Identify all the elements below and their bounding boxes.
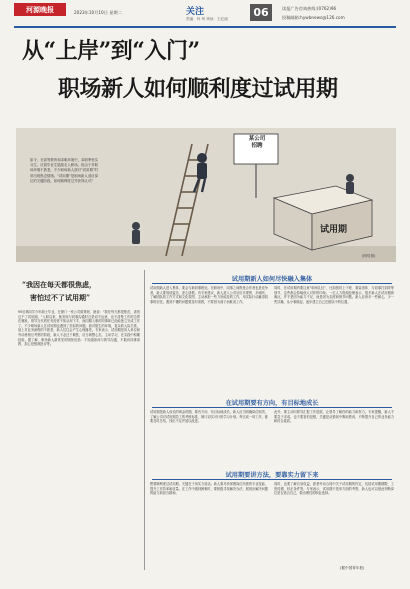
- body-column-b: 同时，在试用期内要注意“职场礼仪”，比如按时上下班、着装得体、与同事打招呼等细节，这些都会影响他人对你的印象。一位人力资源经理表示，很多新人在试用期被淘汰，并不是因为能力不足，而是因为态度和细节问题。新人应该多一些耐心，少一些浮躁，从小事做起，逐步建立自己在团队中的位置。: [274, 286, 394, 304]
- subhead-rule: [152, 407, 392, 408]
- subhead-rule: [152, 479, 392, 480]
- subhead-growth: 在试用期要有方向，有目标地成长: [225, 400, 319, 407]
- body-column-e: 想要顺利度过试用期，关键在于用实力说话。新人要尽快掌握岗位所需的专业技能，提升工作效率和质量。在工作中遇到困难时，要积极寻找解决办法，展现出解决问题的能力和担当精神。: [150, 482, 268, 496]
- headline-line-1: 从“上岸”到“入门”: [22, 38, 200, 64]
- article-source: (据中国青年报): [340, 566, 365, 570]
- page-number: 06: [250, 4, 272, 21]
- body-column-c: 试用期是新人成长的黄金时期，要有方向、有目标地成长。新人应当明确岗位职责，了解公司对试用期员工的考核标准，制订切实可行的学习计划。每完成一项工作，都要及时总结，找出不足并加以改进。: [150, 410, 268, 424]
- body-left-column: 95后林同学今年硕士毕业，在厦门一家公司做策划，她说：“我在每天都很焦虑，害怕过不了试用期。”入职以来，她发现与同事沟通时总是词不达意，也不清楚工作的边界在哪里。领导交代的任务经常不知从何下手，而同期入职的同事却已经能独立完成工作了。不少职场新人在试用期也遇到了类似的问题。面对陌生的环境，复杂的人际关系，加上对业务流程的不熟悉，新人往往会产生心理落差。专家表示，试用期是用人单位和劳动者相互考察的阶段，新人不必过于紧张，应当调整心态，主动学习，在实践中积累经验。据了解，职场新人最常见的困扰包括：不知道如何与领导沟通、不敢向同事请教、担心犯错被批评等。: [18, 310, 140, 347]
- column-divider: [144, 270, 145, 570]
- header-rule: [14, 26, 396, 28]
- body-column-f: 同时，也要了解自身权益，熟悉劳动合同中关于试用期的约定，包括试用期期限、工资待遇、转正条件等。专家表示，试用期不是单方面的考察，新人也可以借此判断岗位是否适合自己，做出理性的职业选择。: [274, 482, 394, 496]
- body-column-a: 试用期新人进入集体，要会与新同事相处。在职场中，同事之间既是合作者也是竞争者，新人要放低姿态、虚心请教。有专家建议，新人进入公司后应多观察、多倾听，了解团队的工作方式和文化氛围，主动承担一些力所能及的工作，用实际行动赢得同事的信任。遇到不懂的问题要及时请教，不要因为面子而耽误工作。: [150, 286, 268, 304]
- illustration-sign-label: 某公司 招聘: [248, 136, 266, 149]
- pull-quote-line-1: “我因在每天都很焦虑，: [22, 280, 97, 289]
- submission-email: 投稿邮箱:hywbnews@126.com: [282, 15, 345, 20]
- section-staff: 责编：肖 珂 审读：王红丽: [186, 17, 228, 21]
- body-column-d: 此外，要主动向领导汇报工作进展，让领导了解你的能力和努力。专家提醒，新人不要急于求成，也不要害怕犯错，关键是从错误中吸取教训，不断提升自己的业务能力和综合素质。: [274, 410, 394, 424]
- illustration-cube-label: 试用期: [320, 225, 348, 235]
- issue-date: 2023年10月10日 星期二: [74, 10, 122, 15]
- section-title: 关注: [186, 7, 205, 17]
- masthead-logo: 河源晚报: [14, 3, 66, 16]
- headline-line-2: 职场新人如何顺利度过试用期: [58, 76, 338, 102]
- subhead-rule: [152, 283, 392, 284]
- pull-quote-line-2: 害怕过不了试用期”: [30, 293, 91, 302]
- subhead-method: 试用期要讲方法，要靠实力留下来: [225, 472, 319, 479]
- intro-paragraph: 如今，在高等教育和求职环境中，求职季里实习生、应届毕业生陆续走入职场。但由于对职场环境不熟悉，不少职场新人面对“试用期”时常出现焦虑情绪。“试用期”是职场新人适应岗位的关键阶段，如何顺利度过并获得认可？: [30, 158, 98, 183]
- subhead-integration: 试用期新人如何尽快融入集体: [231, 276, 313, 283]
- photo-credit: (网络图): [362, 254, 376, 258]
- ad-hotline: 读报广告咨询热线:(0762)96: [282, 6, 337, 11]
